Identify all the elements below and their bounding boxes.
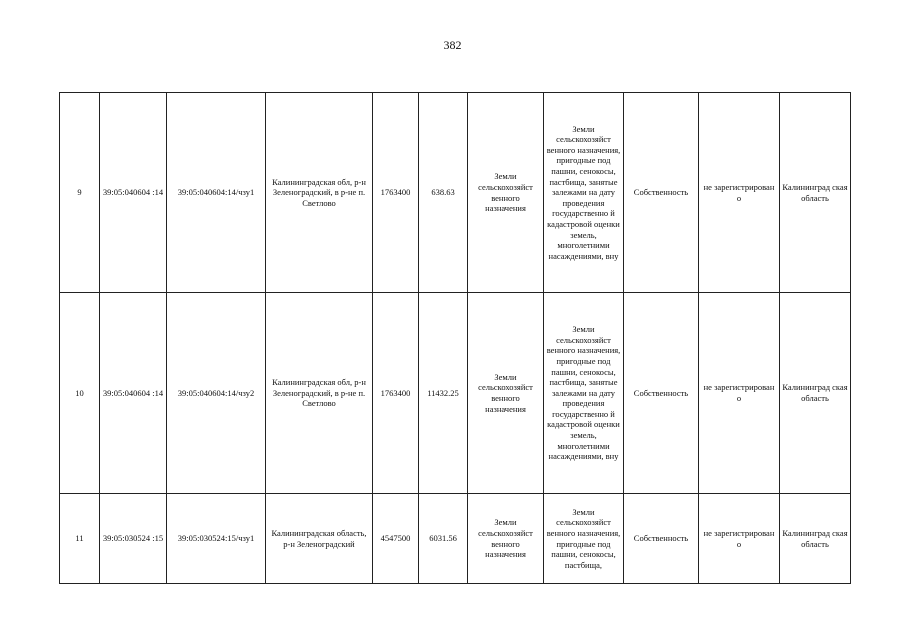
address: Калининградская обл, р-н Зеленоградский, в р-не п. Светлово [266, 93, 373, 293]
registration-status: не зарегистрирован о [699, 494, 780, 584]
owner: Калининград ская область [780, 494, 851, 584]
part-cadastral-number: 39:05:030524:15/чзу1 [167, 494, 266, 584]
address: Калининградская область, р-н Зеленоградский [266, 494, 373, 584]
page-number: 382 [443, 38, 462, 52]
registration-status: не зарегистрирован о [699, 293, 780, 494]
table-row [60, 494, 851, 584]
area: 6031.56 [419, 494, 468, 584]
part-cadastral-number: 39:05:040604:14/чзу2 [167, 293, 266, 494]
cadastral-value: 1763400 [373, 293, 419, 494]
land-category: Земли сельскохозяйст венного назначения [468, 293, 544, 494]
area: 638.63 [419, 93, 468, 293]
table-row [60, 93, 851, 293]
area: 11432.25 [419, 293, 468, 494]
owner: Калининград ская область [780, 93, 851, 293]
owner: Калининград ская область [780, 293, 851, 494]
cadastral-value: 1763400 [373, 93, 419, 293]
permitted-usage: Земли сельскохозяйст венного назначения, пригодные под пашни, сенокосы, пастбища, занятые залежами на дату проведения государственно й кадастровой оценки земель, многолетними насаждениями, вну [544, 93, 624, 293]
permitted-usage: Земли сельскохозяйст венного назначения, пригодные под пашни, сенокосы, пастбища, занятые залежами на дату проведения государственно й кадастровой оценки земель, многолетними насаждениями, вну [544, 293, 624, 494]
row-number: 9 [60, 93, 100, 293]
right-type: Собственность [624, 494, 699, 584]
right-type: Собственность [624, 93, 699, 293]
parent-cadastral-number: 39:05:040604 :14 [100, 93, 167, 293]
permitted-usage: Земли сельскохозяйст венного назначения, пригодные под пашни, сенокосы, пастбища, [544, 494, 624, 584]
land-category: Земли сельскохозяйст венного назначения [468, 93, 544, 293]
table-row [60, 293, 851, 494]
cadastral-value: 4547500 [373, 494, 419, 584]
parent-cadastral-number: 39:05:040604 :14 [100, 293, 167, 494]
address: Калининградская обл, р-н Зеленоградский, в р-не п. Светлово [266, 293, 373, 494]
land-category: Земли сельскохозяйст венного назначения [468, 494, 544, 584]
row-number: 11 [60, 494, 100, 584]
land-registry-table [59, 92, 851, 584]
part-cadastral-number: 39:05:040604:14/чзу1 [167, 93, 266, 293]
parent-cadastral-number: 39:05:030524 :15 [100, 494, 167, 584]
right-type: Собственность [624, 293, 699, 494]
row-number: 10 [60, 293, 100, 494]
registration-status: не зарегистрирован о [699, 93, 780, 293]
